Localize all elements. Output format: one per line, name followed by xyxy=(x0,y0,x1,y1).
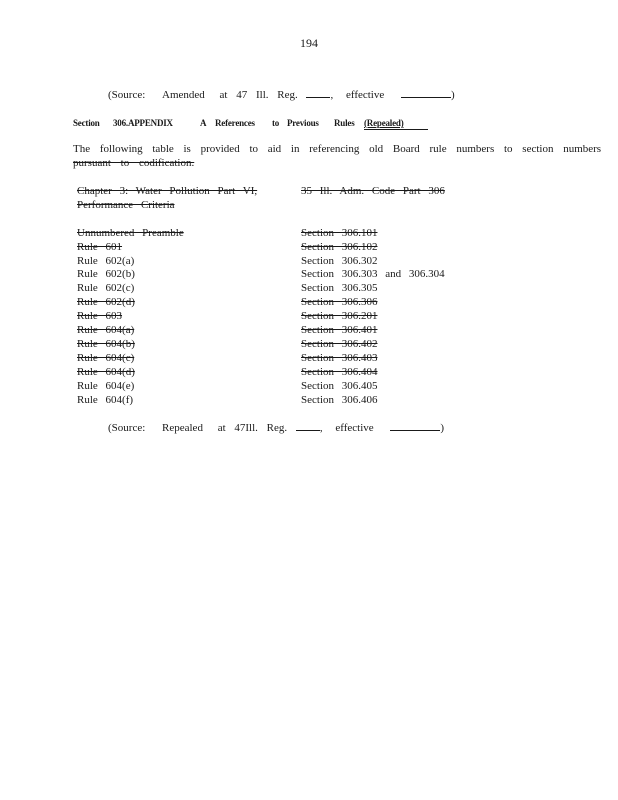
section-heading-repealed: (Repealed) xyxy=(364,118,428,130)
table-row-left: Rule 601 xyxy=(77,241,123,253)
source-comma: , xyxy=(319,422,323,434)
table-header-left-1: Chapter 3: Water Pollution Part VI, xyxy=(77,185,258,197)
section-heading-rules: Rules xyxy=(334,118,355,128)
table-header-left-2: Performance Criteria xyxy=(77,199,175,211)
table-row-left: Rule 604(a) xyxy=(77,324,135,336)
table-row-right: Section 306.406 xyxy=(301,394,378,406)
section-heading-label: Section xyxy=(73,118,100,128)
section-heading-letter: A xyxy=(200,118,207,128)
source-note-amended xyxy=(108,88,455,101)
source-action: Amended xyxy=(162,89,205,101)
source-register: at 47 Ill. Reg. xyxy=(219,89,298,101)
source-effective: effective xyxy=(345,89,385,101)
register-blank xyxy=(296,421,320,431)
table-row-left: Rule 604(f) xyxy=(77,394,134,406)
section-heading-previous: Previous xyxy=(287,118,319,128)
table-row-right: Section 306.401 xyxy=(301,324,378,336)
section-heading-to: to xyxy=(272,118,280,128)
table-row-left: Rule 604(d) xyxy=(77,366,135,378)
table-row-right: Section 306.302 xyxy=(301,255,378,267)
table-row-right: Section 306.305 xyxy=(301,282,378,294)
source-close: ) xyxy=(451,89,455,101)
table-row-right: Section 306.403 xyxy=(301,352,378,364)
table-row-left: Rule 602(a) xyxy=(77,255,135,267)
table-row-left: Rule 603 xyxy=(77,310,123,322)
table-row-right: Section 306.306 xyxy=(301,296,378,308)
table-row-left: Rule 604(b) xyxy=(77,338,135,350)
table-row-right: Section 306.303 and 306.304 xyxy=(301,268,445,280)
table-row-left: Rule 604(e) xyxy=(77,380,135,392)
intro-line-1: The following table is provided to aid in referencing old Board rule numbers to section numbers xyxy=(73,143,602,155)
table-row-left: Rule 602(c) xyxy=(77,282,135,294)
source-comma: , xyxy=(330,89,334,101)
source-effective: effective xyxy=(335,422,374,434)
table-row-right: Section 306.405 xyxy=(301,380,378,392)
table-row-left: Rule 602(d) xyxy=(77,296,135,308)
table-row-left: Rule 602(b) xyxy=(77,268,135,280)
table-row-left: Unnumbered Preamble xyxy=(77,227,184,239)
source-action: Repealed xyxy=(162,422,203,434)
source-label: (Source: xyxy=(108,422,146,434)
table-row-right: Section 306.102 xyxy=(301,241,378,253)
source-label: (Source: xyxy=(108,89,146,101)
effective-blank xyxy=(401,88,451,98)
section-heading-references: References xyxy=(215,118,255,128)
section-heading-number: 306.APPENDIX xyxy=(113,118,173,128)
table-row-right: Section 306.101 xyxy=(301,227,378,239)
source-register: at 47Ill. Reg. xyxy=(217,422,288,434)
table-row-right: Section 306.402 xyxy=(301,338,378,350)
table-row-right: Section 306.201 xyxy=(301,310,378,322)
register-blank xyxy=(306,88,330,98)
table-row-right: Section 306.404 xyxy=(301,366,378,378)
intro-line-2: pursuant to codification. xyxy=(73,157,195,169)
source-note-repealed xyxy=(108,421,444,434)
source-close: ) xyxy=(440,422,445,434)
table-header-right: 35 Ill. Adm. Code Part 306 xyxy=(301,185,445,197)
page-number: 194 xyxy=(300,36,318,50)
table-row-left: Rule 604(c) xyxy=(77,352,135,364)
effective-blank xyxy=(390,421,440,431)
